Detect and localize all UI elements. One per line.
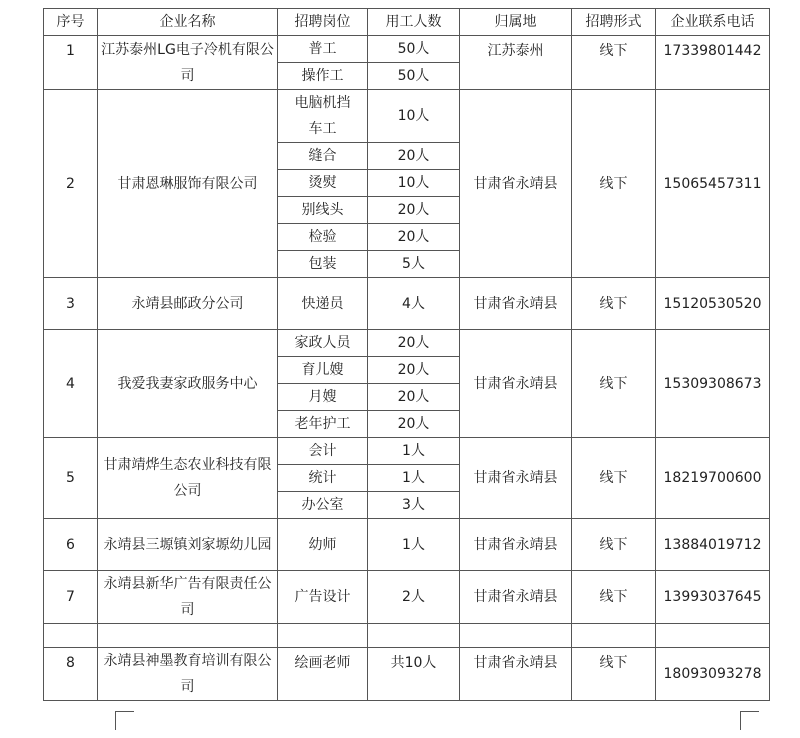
cell-phone: 15120530520 — [656, 278, 770, 330]
cell-location: 甘肃省永靖县 — [460, 330, 572, 438]
cell-location: 甘肃省永靖县 — [460, 519, 572, 571]
cell-position: 办公室 — [278, 492, 368, 519]
cell-position: 普工 — [278, 36, 368, 63]
cell-position: 缝合 — [278, 143, 368, 170]
header-row — [44, 9, 770, 36]
cell-count: 1人 — [368, 438, 460, 465]
table-row — [44, 648, 770, 701]
cell-no: 6 — [44, 519, 98, 571]
cell-position: 包装 — [278, 251, 368, 278]
header-location: 归属地 — [460, 9, 572, 36]
cell-location: 甘肃省永靖县 — [460, 648, 572, 701]
table-row — [44, 278, 770, 330]
cell-location: 江苏泰州 — [460, 36, 572, 90]
cell-count: 50人 — [368, 63, 460, 90]
cell-no: 7 — [44, 571, 98, 624]
cell-phone: 13993037645 — [656, 571, 770, 624]
cell-count: 50人 — [368, 36, 460, 63]
cell-company: 甘肃恩琳服饰有限公司 — [98, 90, 278, 278]
cell-no: 4 — [44, 330, 98, 438]
crop-mark-left — [115, 711, 134, 730]
cell-location: 甘肃省永靖县 — [460, 571, 572, 624]
cell-company: 江苏泰州LG电子冷机有限公司 — [98, 36, 278, 90]
cell-no: 5 — [44, 438, 98, 519]
cell-position: 幼师 — [278, 519, 368, 571]
cell-form: 线下 — [572, 330, 656, 438]
cell-position: 广告设计 — [278, 571, 368, 624]
cell-position: 快递员 — [278, 278, 368, 330]
cell-no: 3 — [44, 278, 98, 330]
cell-count: 10人 — [368, 90, 460, 143]
cell-no: 8 — [44, 648, 98, 701]
cell-position: 绘画老师 — [278, 648, 368, 701]
cell-position: 检验 — [278, 224, 368, 251]
crop-mark-right — [740, 711, 759, 730]
cell-count: 20人 — [368, 384, 460, 411]
cell-position: 烫熨 — [278, 170, 368, 197]
cell-count: 20人 — [368, 143, 460, 170]
header-form: 招聘形式 — [572, 9, 656, 36]
header-phone: 企业联系电话 — [656, 9, 770, 36]
header-position: 招聘岗位 — [278, 9, 368, 36]
cell-form: 线下 — [572, 648, 656, 701]
cell-position: 月嫂 — [278, 384, 368, 411]
cell-position: 老年护工 — [278, 411, 368, 438]
cell-count: 20人 — [368, 357, 460, 384]
header-count: 用工人数 — [368, 9, 460, 36]
table-row — [44, 330, 770, 357]
cell-location: 甘肃省永靖县 — [460, 278, 572, 330]
cell-position: 统计 — [278, 465, 368, 492]
cell-count: 20人 — [368, 197, 460, 224]
cell-position: 会计 — [278, 438, 368, 465]
empty-row — [44, 624, 770, 648]
table-row — [44, 90, 770, 143]
cell-location: 甘肃省永靖县 — [460, 90, 572, 278]
table-row — [44, 438, 770, 465]
cell-company: 永靖县三塬镇刘家塬幼儿园 — [98, 519, 278, 571]
cell-form: 线下 — [572, 90, 656, 278]
cell-form: 线下 — [572, 278, 656, 330]
cell-company: 永靖县邮政分公司 — [98, 278, 278, 330]
cell-phone: 18093093278 — [656, 648, 770, 701]
cell-no: 2 — [44, 90, 98, 278]
header-company: 企业名称 — [98, 9, 278, 36]
cell-phone: 13884019712 — [656, 519, 770, 571]
cell-company: 我爱我妻家政服务中心 — [98, 330, 278, 438]
cell-count: 20人 — [368, 411, 460, 438]
cell-position: 电脑机挡车工 — [278, 90, 368, 143]
cell-position: 家政人员 — [278, 330, 368, 357]
table-row — [44, 571, 770, 624]
cell-count: 10人 — [368, 170, 460, 197]
cell-company: 永靖县神墨教育培训有限公司 — [98, 648, 278, 701]
cell-count: 共10人 — [368, 648, 460, 701]
cell-count: 20人 — [368, 330, 460, 357]
cell-position: 操作工 — [278, 63, 368, 90]
cell-form: 线下 — [572, 36, 656, 90]
cell-count: 5人 — [368, 251, 460, 278]
cell-position: 育儿嫂 — [278, 357, 368, 384]
cell-company: 甘肃靖烨生态农业科技有限公司 — [98, 438, 278, 519]
cell-phone: 15065457311 — [656, 90, 770, 278]
cell-form: 线下 — [572, 571, 656, 624]
table-row — [44, 36, 770, 63]
cell-count: 3人 — [368, 492, 460, 519]
cell-phone: 18219700600 — [656, 438, 770, 519]
cell-position: 别线头 — [278, 197, 368, 224]
cell-count: 1人 — [368, 465, 460, 492]
cell-location: 甘肃省永靖县 — [460, 438, 572, 519]
cell-count: 4人 — [368, 278, 460, 330]
cell-phone: 15309308673 — [656, 330, 770, 438]
cell-form: 线下 — [572, 519, 656, 571]
table-row — [44, 519, 770, 571]
cell-company: 永靖县新华广告有限责任公司 — [98, 571, 278, 624]
cell-form: 线下 — [572, 438, 656, 519]
cell-no: 1 — [44, 36, 98, 90]
cell-count: 20人 — [368, 224, 460, 251]
cell-count: 1人 — [368, 519, 460, 571]
cell-count: 2人 — [368, 571, 460, 624]
header-no: 序号 — [44, 9, 98, 36]
recruitment-table — [43, 8, 770, 701]
cell-phone: 17339801442 — [656, 36, 770, 90]
